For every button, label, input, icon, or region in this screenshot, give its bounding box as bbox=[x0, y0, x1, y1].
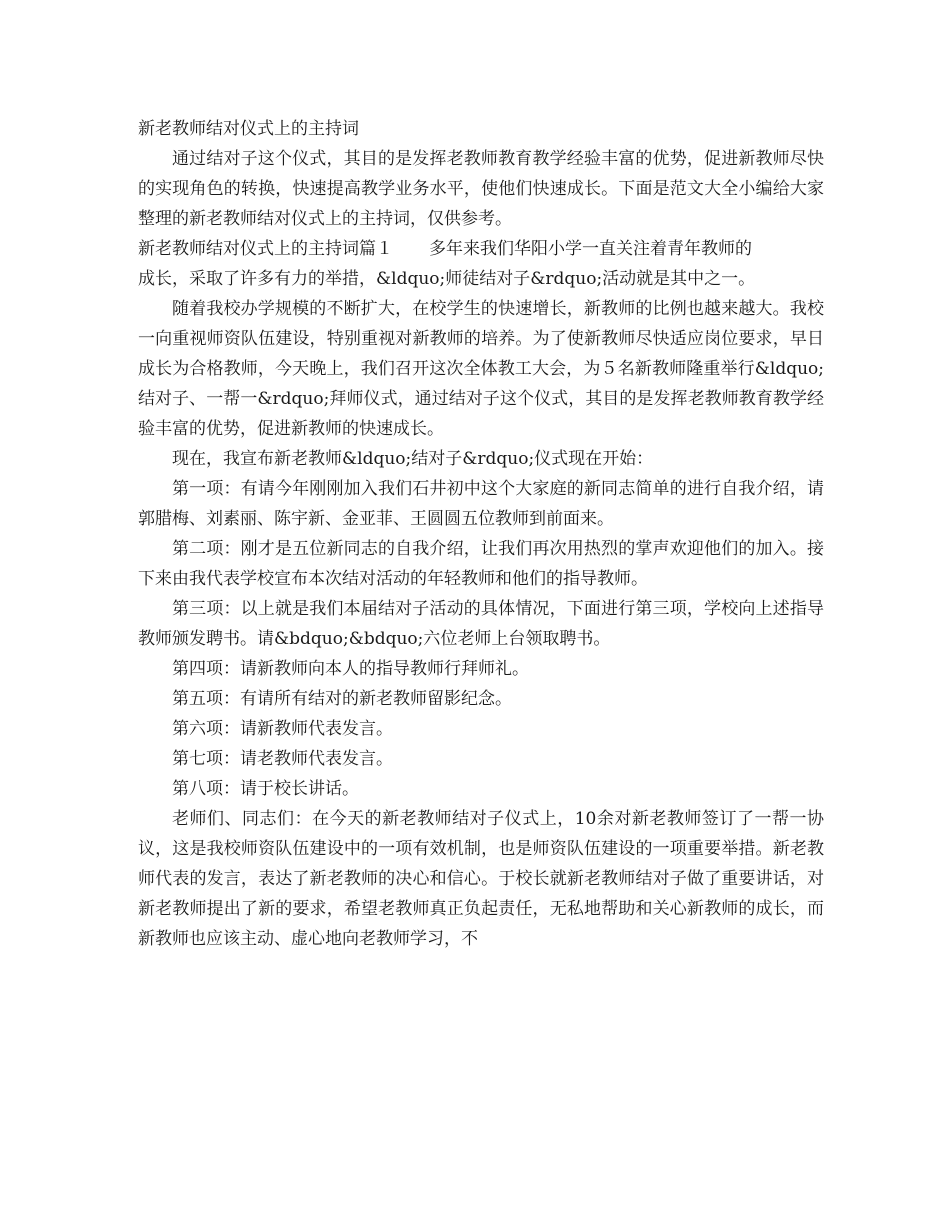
body-paragraph: 第七项：请老教师代表发言。 bbox=[172, 749, 393, 769]
section-continuation: 成长，采取了许多有力的举措，&ldquo;师徒结对子&rdquo;活动就是其中之一。 bbox=[138, 269, 756, 289]
section-heading-row bbox=[138, 234, 824, 264]
body-paragraph: 第四项：请新教师向本人的指导教师行拜师礼。 bbox=[172, 659, 529, 679]
section-heading: 新老教师结对仪式上的主持词篇１ bbox=[138, 239, 393, 259]
body-paragraph: 第六项：请新教师代表发言。 bbox=[172, 719, 393, 739]
body-paragraph: 第一项：有请今年刚刚加入我们石井初中这个大家庭的新同志简单的进行自我介绍，请郭腊梅、刘素丽、陈宇新、金亚菲、王圆圆五位教师到前面来。 bbox=[138, 479, 824, 529]
body-paragraph: 第二项：刚才是五位新同志的自我介绍，让我们再次用热烈的掌声欢迎他们的加入。接下来由我代表学校宣布本次结对活动的年轻教师和他们的指导教师。 bbox=[138, 539, 824, 589]
body-paragraph: 随着我校办学规模的不断扩大，在校学生的快速增长，新教师的比例也越来越大。我校一向重视师资队伍建设，特别重视对新教师的培养。为了使新教师尽快适应岗位要求，早日成长为合格教师，今天晚上，我们召开这次全体教工大会，为５名新教师隆重举行&ldquo;结对子、一帮一&rdquo;拜师仪式，通过结对子这个仪式，其目的是发挥老教师教育教学经验丰富的优势，促进新教师的快速成长。 bbox=[138, 299, 824, 439]
body-paragraph: 现在，我宣布新老教师&ldquo;结对子&rdquo;仪式现在开始： bbox=[172, 449, 654, 469]
document-title: 新老教师结对仪式上的主持词 bbox=[138, 119, 359, 139]
body-paragraph: 老师们、同志们：在今天的新老教师结对子仪式上，10余对新老教师签订了一帮一协议，这是我校师资队伍建设中的一项有效机制，也是师资队伍建设的一项重要举措。新老教师代表的发言，表达了新老教师的决心和信心。于校长就新老教师结对子做了重要讲话，对新老教师提出了新的要求，希望老教师真正负起责任，无私地帮助和关心新教师的成长，而新教师也应该主动、虚心地向老教师学习，不 bbox=[138, 809, 824, 949]
body-paragraph: 第五项：有请所有结对的新老教师留影纪念。 bbox=[172, 689, 512, 709]
intro-paragraph: 通过结对子这个仪式，其目的是发挥老教师教育教学经验丰富的优势，促进新教师尽快的实现角色的转换，快速提高教学业务水平，使他们快速成长。下面是范文大全小编给大家整理的新老教师结对仪式上的主持词，仅供参考。 bbox=[138, 149, 824, 229]
body-paragraph: 第三项：以上就是我们本届结对子活动的具体情况，下面进行第三项，学校向上述指导教师颁发聘书。请&bdquo;&bdquo;六位老师上台领取聘书。 bbox=[138, 599, 824, 649]
document-page bbox=[138, 114, 824, 954]
section-first-line: 多年来我们华阳小学一直关注着青年教师的 bbox=[429, 239, 752, 259]
body-paragraph: 第八项：请于校长讲话。 bbox=[172, 779, 359, 799]
